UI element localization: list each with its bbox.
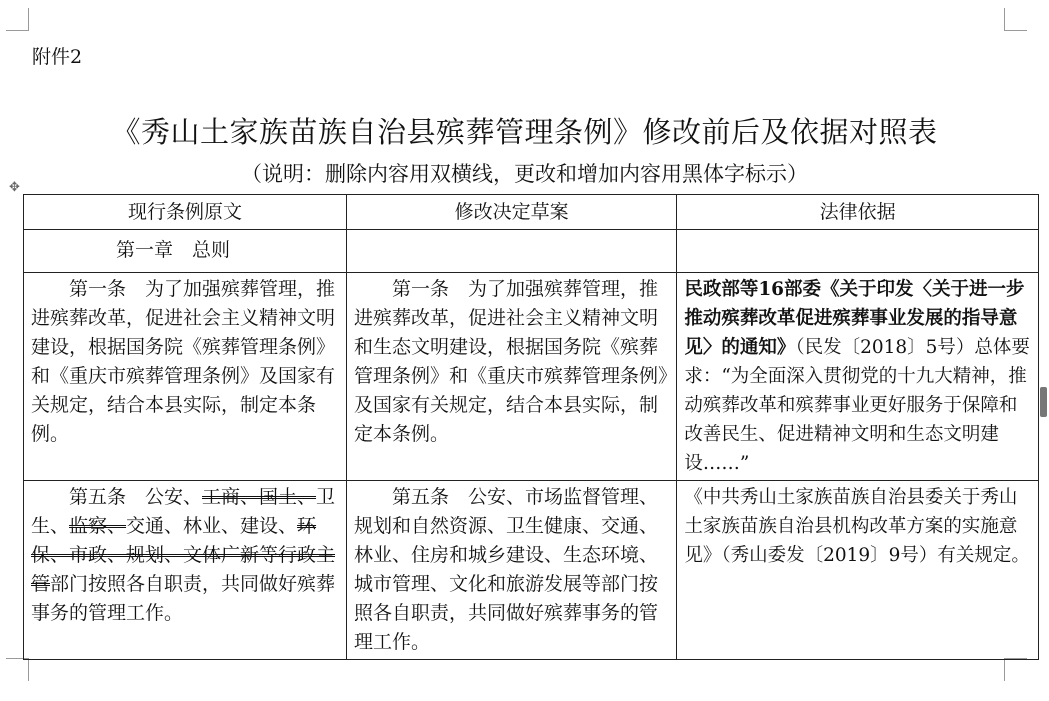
table-row-chapter	[24, 230, 1039, 273]
comparison-table	[23, 194, 1039, 660]
deleted-text: 工商、国土、	[202, 486, 317, 508]
deleted-text: 监察、	[69, 515, 127, 537]
basis-bold-text: 民政部等16部委《关于印发〈关于进一步推动殡葬改革促进殡葬事业发展的指导意见〉的通知》	[684, 279, 1025, 358]
table-resize-handle[interactable]	[1040, 387, 1047, 417]
empty-cell[interactable]	[347, 230, 677, 273]
table-row	[24, 273, 1039, 481]
table-row	[24, 481, 1039, 660]
header-revised[interactable]: 修改决定草案	[347, 195, 677, 230]
header-original[interactable]: 现行条例原文	[24, 195, 347, 230]
text-segment: 共同做好殡葬事务的管理工作。	[31, 573, 336, 624]
deleted-text: 环保、市政、规划、文体广新等行政主管	[31, 515, 336, 595]
text-segment: 第五条 公安、	[69, 486, 203, 508]
basis-text: （民发〔2018〕5号）总体要求：“为全面深入贯彻党的十九大精神，推动殡葬改革和殡葬事业更好服务于保障和改善民生、促进精神文明和生态文明建设……”	[684, 337, 1030, 474]
basis-cell-article-5[interactable]: 《中共秀山土家族苗族自治县委关于秀山土家族苗族自治县机构改革方案的实施意见》（秀山委发〔2019〕9号）有关规定。	[677, 481, 1039, 660]
text-segment: 卫生、	[31, 486, 336, 537]
attachment-label: 附件2	[32, 46, 83, 68]
table-header-row	[24, 195, 1039, 230]
original-cell-article-1[interactable]: 第一条 为了加强殡葬管理，推进殡葬改革，促进社会主义精神文明建设，根据国务院《殡葬管理条例》和《重庆市殡葬管理条例》及国家有关规定，结合本县实际，制定本条例。	[24, 273, 347, 481]
document-subtitle: （说明：删除内容用双横线，更改和增加内容用黑体字标示）	[241, 162, 808, 186]
header-basis[interactable]: 法律依据	[677, 195, 1039, 230]
crop-mark-top-left	[6, 8, 29, 31]
crop-mark-bottom-right	[1004, 658, 1027, 681]
crop-mark-top-right	[1004, 8, 1027, 31]
text-segment: 交通、林业、建设、	[126, 515, 298, 537]
crop-mark-bottom-left	[6, 658, 29, 681]
chapter-cell[interactable]: 第一章 总则	[24, 230, 347, 273]
empty-cell[interactable]	[677, 230, 1039, 273]
revised-cell-article-5[interactable]: 第五条 公安、市场监督管理、规划和自然资源、卫生健康、交通、林业、住房和城乡建设、生态环境、城市管理、文化和旅游发展等部门按照各自职责，共同做好殡葬事务的管理工作。	[347, 481, 677, 660]
document-title: 《秀山土家族苗族自治县殡葬管理条例》修改前后及依据对照表	[111, 115, 938, 149]
revised-cell-article-1[interactable]: 第一条 为了加强殡葬管理，推进殡葬改革，促进社会主义精神文明和生态文明建设，根据国务院《殡葬管理条例》和《重庆市殡葬管理条例》及国家有关规定，结合本县实际，制定本条例。	[347, 273, 677, 481]
table-move-handle-icon[interactable]: ✥	[9, 180, 20, 195]
basis-cell-article-1[interactable]	[677, 273, 1039, 481]
original-cell-article-5[interactable]	[24, 481, 347, 660]
text-segment: 部门按照各自职责，	[50, 573, 222, 595]
